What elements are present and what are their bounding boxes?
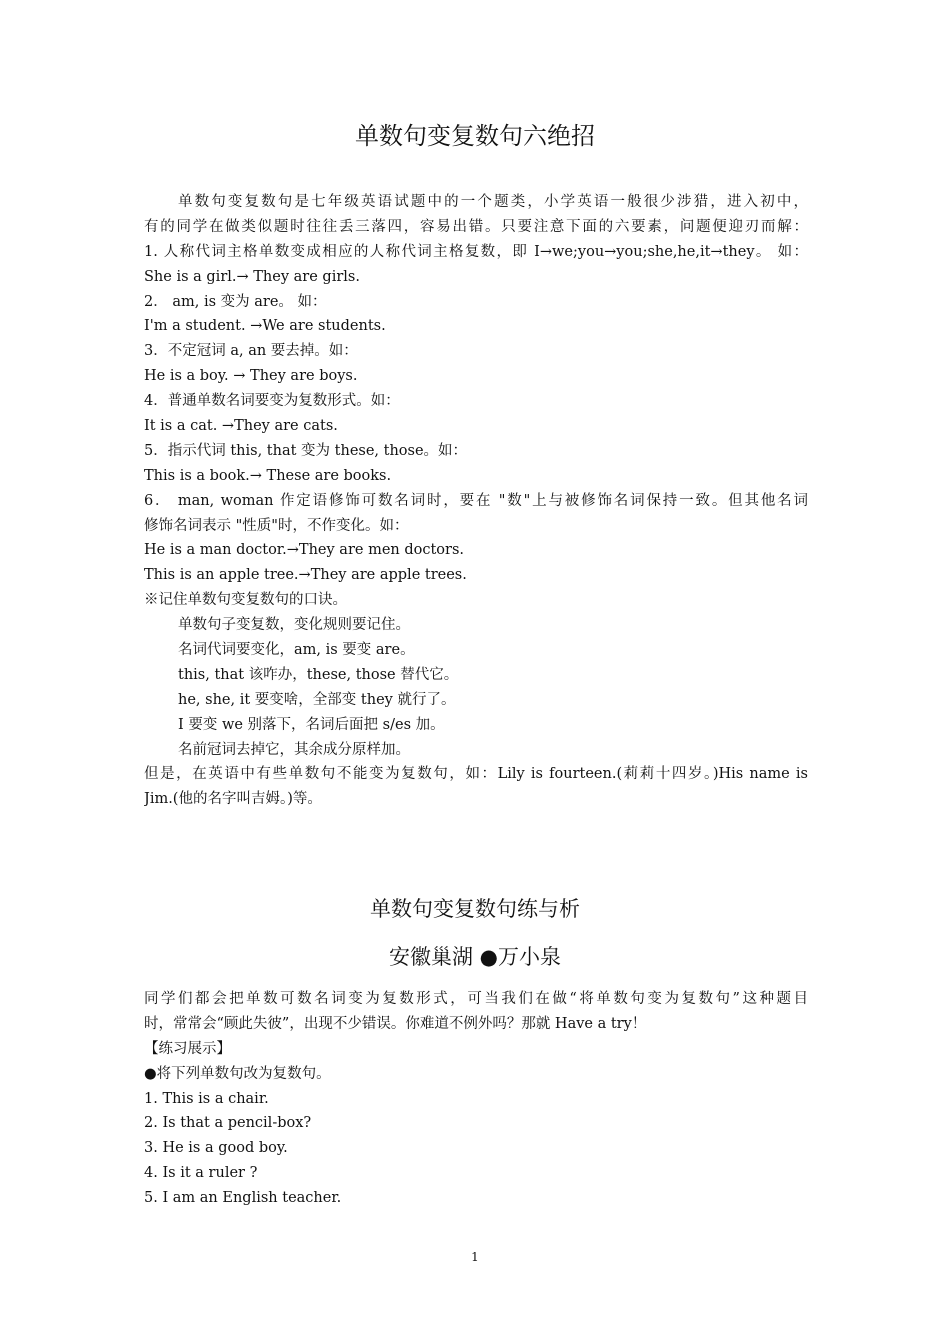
text-line: It is a cat. →They are cats. <box>144 418 338 435</box>
text-line: 单数句变复数句是七年级英语试题中的一个题类，小学英语一般很少涉猎，进入初中， <box>178 194 808 210</box>
exercise-item: 5. I am an English teacher. <box>144 1190 342 1207</box>
text-line: 5．指示代词 this, that 变为 these, those。如： <box>144 442 468 459</box>
text-line: 1. 人称代词主格单数变成相应的人称代词主格复数，即 I→we;you→you;she,he,it→they。 如： <box>144 243 808 260</box>
exercise-item: 3. He is a good boy. <box>144 1140 288 1157</box>
text-line: 但是，在英语中有些单数句不能变为复数句，如：Lily is fourteen.(莉莉十四岁。)His name is <box>144 766 808 783</box>
exercise-item: 2. Is that a pencil-box? <box>144 1115 312 1132</box>
rhyme-line: I 要变 we 别落下，名词后面把 s/es 加。 <box>178 716 445 733</box>
rhyme-line: this, that 该咋办，these, those 替代它。 <box>178 666 459 683</box>
text-line: 2． am, is 变为 are。 如： <box>144 293 327 310</box>
text-line: He is a boy. → They are boys. <box>144 368 358 385</box>
text-line: 3．不定冠词 a, an 要去掉。如： <box>144 343 358 360</box>
exercise-item: 1. This is a chair. <box>144 1090 269 1107</box>
rhyme-line: 名词代词要变化，am, is 要变 are。 <box>178 642 415 659</box>
text-line: This is an apple tree.→They are apple trees. <box>144 567 467 584</box>
text-line: This is a book.→ These are books. <box>144 467 392 484</box>
rhyme-line: he, she, it 要变啥，全部变 they 就行了。 <box>178 691 456 708</box>
text-line: 同学们都会把单数可数名词变为复数形式，可当我们在做“将单数句变为复数句”这种题目 <box>144 991 808 1007</box>
text-line: ※记住单数句变复数句的口诀。 <box>144 592 347 609</box>
section1-body <box>144 190 808 812</box>
section1-title: 单数句变复数句六绝招 <box>355 122 595 150</box>
rhyme-line: 名前冠词去掉它，其余成分原样加。 <box>178 741 410 758</box>
text-line: She is a girl.→ They are girls. <box>144 268 360 285</box>
text-line: 时，常常会“顾此失彼”，出现不少错误。你难道不例外吗？那就 Have a try！ <box>144 1015 647 1032</box>
exercise-instruction: ●将下列单数句改为复数句。 <box>144 1065 331 1082</box>
text-line: 修饰名词表示 "性质"时，不作变化。如： <box>144 517 409 534</box>
exercise-item: 4. Is it a ruler ? <box>144 1165 258 1182</box>
section2-author: 安徽巢湖 ●万小泉 <box>389 945 561 969</box>
page-number: 1 <box>471 1250 479 1264</box>
section2-body <box>144 987 808 1211</box>
text-line: Jim.(他的名字叫吉姆。)等。 <box>144 791 322 808</box>
text-line: I'm a student. →We are students. <box>144 318 386 335</box>
text-line: 有的同学在做类似题时往往丢三落四，容易出错。只要注意下面的六要素，问题便迎刃而解： <box>144 218 808 235</box>
text-line: 6． man, woman 作定语修饰可数名词时，要在 "数"上与被修饰名词保持一致。但其他名词 <box>144 492 808 509</box>
section2-title: 单数句变复数句练与析 <box>370 897 580 921</box>
text-line: 4．普通单数名词要变为复数形式。如： <box>144 393 400 410</box>
section-heading: 【练习展示】 <box>144 1040 231 1057</box>
rhyme-line: 单数句子变复数，变化规则要记住。 <box>178 617 410 634</box>
text-line: He is a man doctor.→They are men doctors. <box>144 542 465 559</box>
